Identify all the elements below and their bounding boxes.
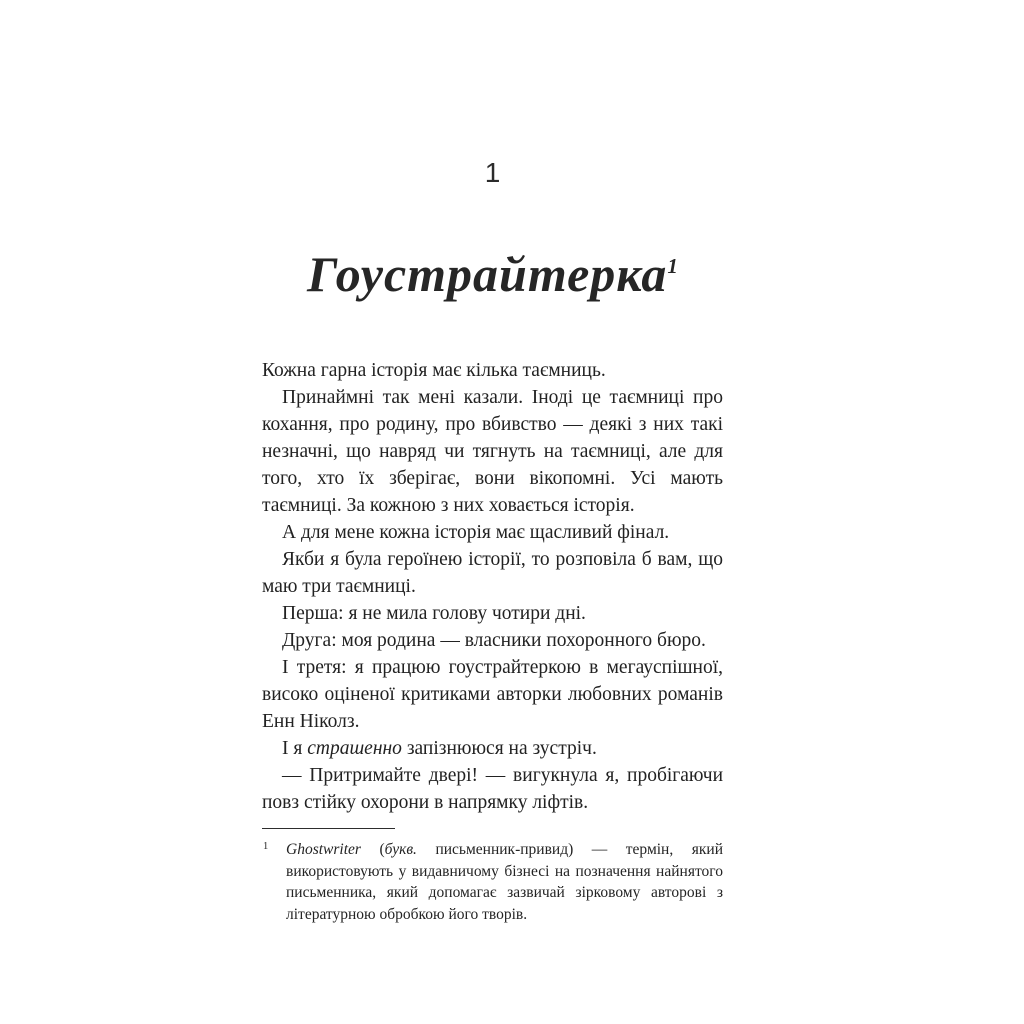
paragraph: Перша: я не мила голову чотири дні.	[282, 603, 586, 624]
footnote-body	[262, 839, 723, 925]
paragraph: І я страшенно запізнююся на зустріч.	[282, 738, 597, 759]
paragraph: І третя: я працюю гоустрайтеркою в мегауспішної, високо оціненої критиками авторки любовних романів Енн Ніколз.	[262, 657, 723, 732]
paragraph: Якби я була героїнею історії, то розповіла б вам, що маю три таємниці.	[262, 549, 723, 597]
footnote	[262, 828, 723, 925]
paragraph: А для мене кожна історія має щасливий фінал.	[282, 522, 670, 543]
paragraph: — Притримайте двері! — вигукнула я, пробігаючи повз стійку охорони в напрямку ліфтів.	[262, 765, 723, 813]
body-text	[262, 357, 723, 816]
footnote-marker: 1	[263, 841, 269, 852]
title-footnote-ref: 1	[667, 254, 678, 278]
chapter-number: 1	[484, 157, 501, 188]
chapter-title	[112, 226, 873, 314]
chapter-title-text: Гоустрайтерка	[307, 246, 668, 302]
footnote-text: Ghostwriter (букв. письменник-привид) — термін, який використовують у видавничому бізнесі на позначення найнятого письменника, який допомагає зазвичай зірковому авторові з літературною обробкою його творів.	[286, 841, 723, 923]
paragraph: Друга: моя родина — власники похоронного бюро.	[282, 630, 706, 651]
paragraph: Принаймні так мені казали. Іноді це таємниці про кохання, про родину, про вбивство — деякі з них такі незначні, що навряд чи тягнуть на таємниці, але для того, хто їх зберігає, вони вікопомні. Усі мають таємниці. За кожною з них ховається історія.	[262, 387, 723, 516]
footnote-divider	[262, 828, 395, 829]
paragraph: Кожна гарна історія має кілька таємниць.	[262, 360, 606, 381]
